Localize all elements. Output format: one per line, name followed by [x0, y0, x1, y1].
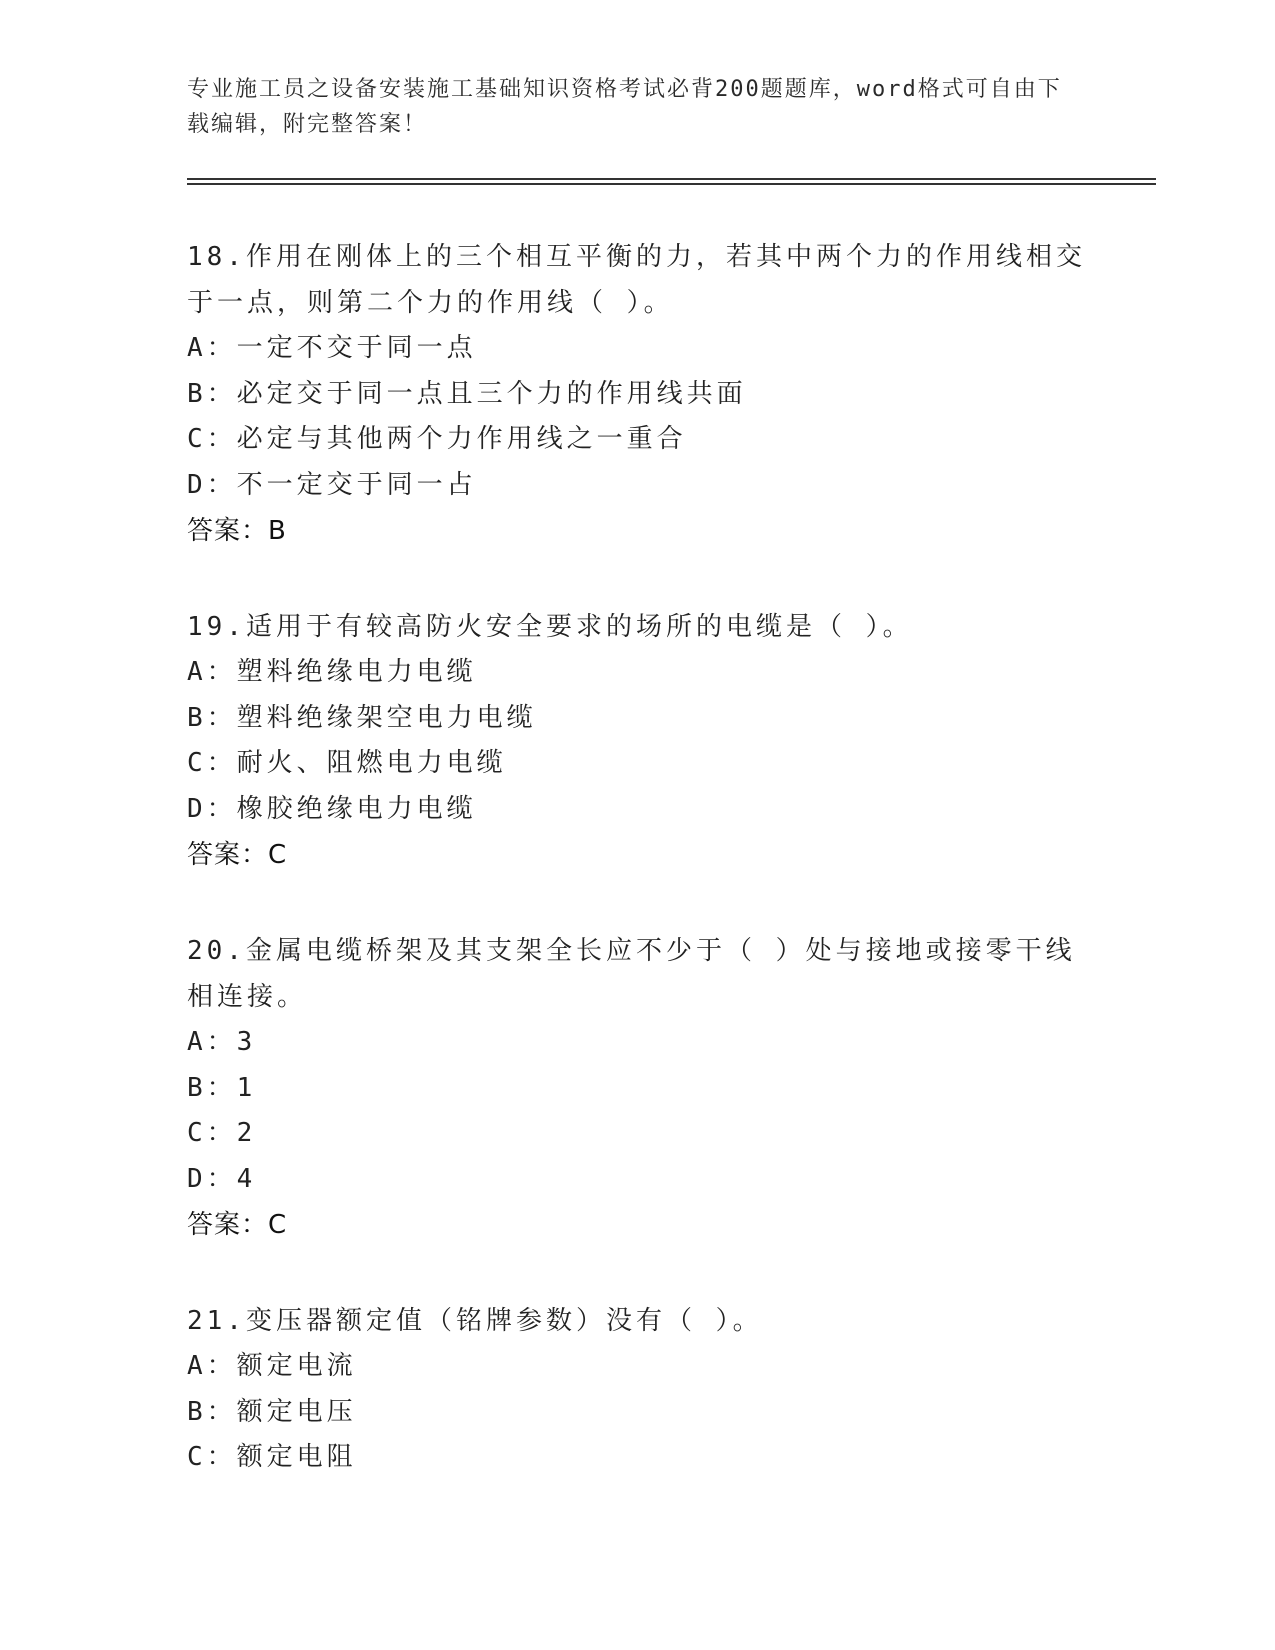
option-a: A：额定电流	[187, 1351, 357, 1381]
option-c: C：必定与其他两个力作用线之一重合	[187, 424, 687, 454]
question-list	[187, 234, 1087, 1531]
answer-line: 答案：C	[187, 840, 288, 870]
option-a: A：塑料绝缘电力电缆	[187, 657, 477, 687]
question-stem: 20.金属电缆桥架及其支架全长应不少于（ ）处与接地或接零干线相连接。	[187, 936, 1076, 1012]
option-b: B：塑料绝缘架空电力电缆	[187, 702, 537, 733]
option-a: A：一定不交于同一点	[187, 333, 477, 363]
option-c: C：额定电阻	[187, 1442, 357, 1472]
option-d: D：橡胶绝缘电力电缆	[187, 793, 477, 824]
question-21	[187, 1298, 1087, 1481]
question-stem: 19.适用于有较高防火安全要求的场所的电缆是（ ）。	[187, 612, 913, 642]
option-b: B：1	[187, 1072, 257, 1103]
option-c: C：2	[187, 1118, 257, 1148]
header-divider-bottom	[187, 183, 1156, 185]
header-title: 专业施工员之设备安装施工基础知识资格考试必背200题题库，word格式可自由下载编辑，附完整答案！	[187, 77, 1062, 137]
question-stem: 21.变压器额定值（铭牌参数）没有（ ）。	[187, 1306, 763, 1336]
answer-line: 答案：B	[187, 516, 287, 546]
option-d: D：不一定交于同一占	[187, 469, 477, 500]
question-stem: 18.作用在刚体上的三个相互平衡的力，若其中两个力的作用线相交于一点，则第二个力的作用线（ ）。	[187, 242, 1086, 318]
option-b: B：必定交于同一点且三个力的作用线共面	[187, 378, 747, 409]
option-c: C：耐火、阻燃电力电缆	[187, 748, 507, 778]
option-a: A：3	[187, 1027, 257, 1057]
question-18	[187, 234, 1087, 554]
answer-line: 答案：C	[187, 1210, 288, 1240]
document-header	[187, 72, 1067, 142]
question-19	[187, 604, 1087, 878]
header-divider-top	[187, 178, 1156, 180]
option-b: B：额定电压	[187, 1396, 357, 1427]
option-d: D：4	[187, 1163, 257, 1194]
question-20	[187, 928, 1087, 1248]
